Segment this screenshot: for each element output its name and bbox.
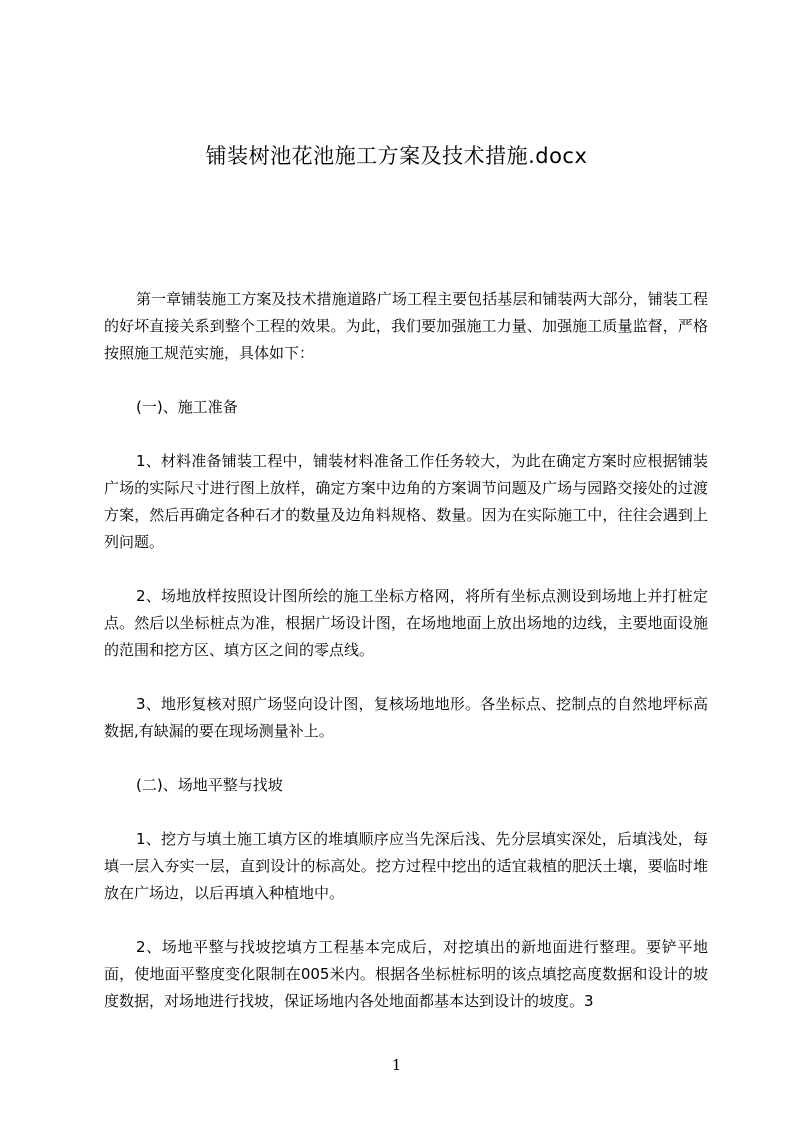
section-heading-grading: (二)、场地平整与找坡 (136, 776, 283, 794)
paragraph-site-layout: 2、场地放样按照设计图所绘的施工坐标方格网，将所有坐标点测设到场地上并打桩定点。然后以坐标桩点为准，根据广场设计图，在场地地面上放出场地的边线，主要地面设施的范围和挖方区、填方区之间的零点线。 (104, 587, 708, 659)
paragraph-material-preparation: 1、材料准备铺装工程中，铺装材料准备工作任务较大，为此在确定方案时应根据铺装广场的实际尺寸进行图上放样，确定方案中边角的方案调节问题及广场与园路交接处的过渡方案，然后再确定各种石才的数量及边角料规格、数量。因为在实际施工中，往往会遇到上列问题。 (104, 452, 708, 551)
document-body (104, 286, 708, 1042)
document-title: 铺装树池花池施工方案及技术措施.docx (205, 144, 588, 168)
paragraph-intro: 第一章铺装施工方案及技术措施道路广场工程主要包括基层和铺装两大部分，铺装工程的好坏直接关系到整个工程的效果。为此，我们要加强施工力量、加强施工质量监督，严格按照施工规范实施，具体如下： (104, 290, 708, 362)
paragraph-excavation-fill: 1、挖方与填土施工填方区的堆填顺序应当先深后浅、先分层填实深处，后填浅处，每填一层入夯实一层，直到设计的标高处。挖方过程中挖出的适宜栽植的肥沃土壤，要临时堆放在广场边，以后再填入种植地中。 (104, 830, 708, 902)
paragraph-leveling-slope: 2、场地平整与找坡挖填方工程基本完成后，对挖填出的新地面进行整理。要铲平地面，使地面平整度变化限制在005米内。根据各坐标桩标明的该点填挖高度数据和设计的坡度数据，对场地进行找坡，保证场地内各处地面都基本达到设计的坡度。3 (104, 938, 708, 1010)
section-heading-preparation: (一)、施工准备 (136, 398, 238, 416)
paragraph-terrain-check: 3、地形复核对照广场竖向设计图，复核场地地形。各坐标点、挖制点的自然地坪标高数据,有缺漏的要在现场测量补上。 (104, 695, 708, 740)
page-number: 1 (391, 1056, 402, 1074)
